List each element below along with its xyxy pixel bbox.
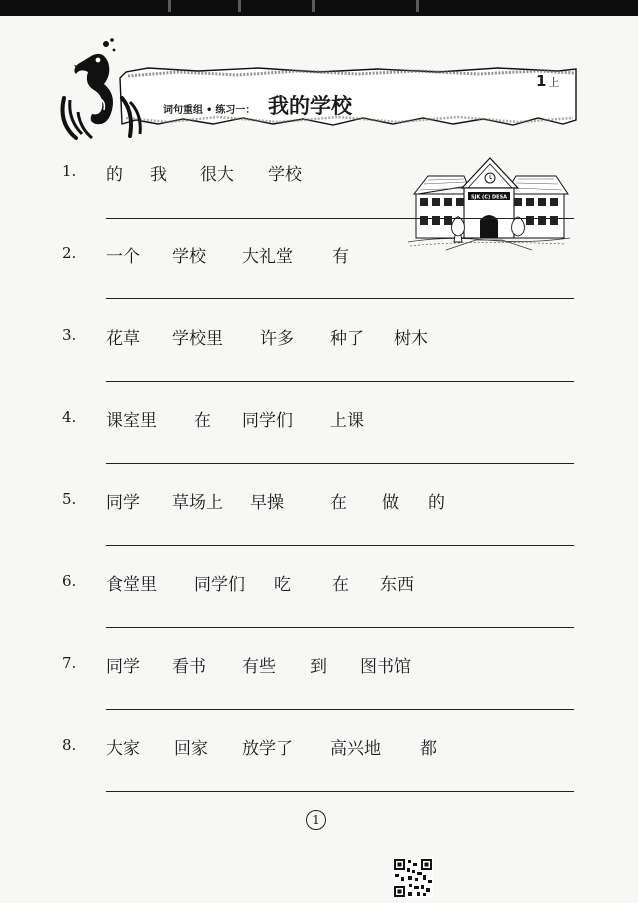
word-tile: 同学 bbox=[106, 657, 140, 677]
seahorse-icon bbox=[58, 38, 148, 148]
question-number: 1. bbox=[62, 162, 77, 180]
word-tile: 课室里 bbox=[106, 411, 157, 431]
word-tile: 上课 bbox=[330, 411, 364, 431]
binding-mark bbox=[168, 0, 171, 12]
word-tile: 同学 bbox=[106, 493, 140, 513]
subtitle-category: 词句重组 bbox=[163, 105, 203, 116]
word-tile: 早操 bbox=[250, 493, 284, 513]
word-tile: 草场上 bbox=[172, 493, 223, 513]
answer-line[interactable] bbox=[106, 218, 574, 219]
word-tile: 做 bbox=[382, 493, 399, 513]
worksheet-header bbox=[58, 38, 578, 148]
answer-line[interactable] bbox=[106, 463, 574, 464]
word-tile: 学校 bbox=[172, 247, 206, 267]
word-tile: 东西 bbox=[380, 575, 414, 595]
question-row bbox=[62, 736, 582, 816]
page-tag-number: 1 bbox=[536, 72, 547, 90]
word-tile: 图书馆 bbox=[360, 657, 411, 677]
question-row bbox=[62, 408, 582, 488]
answer-line[interactable] bbox=[106, 791, 574, 792]
binding-mark bbox=[312, 0, 315, 12]
answer-line[interactable] bbox=[106, 709, 574, 710]
question-number: 4. bbox=[62, 408, 77, 426]
qr-code-icon bbox=[393, 858, 433, 898]
word-tile: 高兴地 bbox=[330, 739, 381, 759]
word-tile: 大礼堂 bbox=[242, 247, 293, 267]
word-tile: 树木 bbox=[394, 329, 428, 349]
word-tile: 许多 bbox=[260, 329, 294, 349]
question-number: 5. bbox=[62, 490, 77, 508]
question-row bbox=[62, 326, 582, 406]
word-tile: 在 bbox=[330, 493, 347, 513]
question-number: 2. bbox=[62, 244, 77, 262]
page-tag-volume: 上 bbox=[548, 76, 560, 89]
word-tile: 食堂里 bbox=[106, 575, 157, 595]
page-title: 我的学校 bbox=[268, 94, 352, 118]
answer-line[interactable] bbox=[106, 381, 574, 382]
word-tile: 一个 bbox=[106, 247, 140, 267]
word-tile: 同学们 bbox=[242, 411, 293, 431]
question-number: 7. bbox=[62, 654, 77, 672]
question-row bbox=[62, 654, 582, 734]
binding-mark bbox=[416, 0, 419, 12]
word-tile: 看书 bbox=[172, 657, 206, 677]
question-row bbox=[62, 162, 582, 242]
word-tile: 花草 bbox=[106, 329, 140, 349]
word-tile: 有 bbox=[332, 247, 349, 267]
answer-line[interactable] bbox=[106, 298, 574, 299]
school-sign: SJK (C) DESA bbox=[470, 194, 508, 201]
word-tile: 都 bbox=[420, 739, 437, 759]
word-tile: 种了 bbox=[330, 329, 364, 349]
page-tag bbox=[536, 72, 559, 90]
question-row bbox=[62, 490, 582, 570]
word-tile: 在 bbox=[194, 411, 211, 431]
question-number: 6. bbox=[62, 572, 77, 590]
word-tile: 很大 bbox=[200, 165, 234, 185]
answer-line[interactable] bbox=[106, 545, 574, 546]
question-row bbox=[62, 572, 582, 652]
subtitle-separator: • bbox=[206, 105, 213, 116]
word-tile: 在 bbox=[332, 575, 349, 595]
word-tile: 的 bbox=[106, 165, 123, 185]
word-tile: 吃 bbox=[274, 575, 291, 595]
answer-line[interactable] bbox=[106, 627, 574, 628]
word-tile: 大家 bbox=[106, 739, 140, 759]
question-number: 8. bbox=[62, 736, 77, 754]
word-tile: 学校 bbox=[268, 165, 302, 185]
exercise-subtitle bbox=[163, 101, 255, 116]
word-tile: 的 bbox=[428, 493, 445, 513]
word-tile: 同学们 bbox=[194, 575, 245, 595]
word-tile: 有些 bbox=[242, 657, 276, 677]
binding-mark bbox=[238, 0, 241, 12]
word-tile: 回家 bbox=[174, 739, 208, 759]
question-number: 3. bbox=[62, 326, 77, 344]
question-row bbox=[62, 244, 582, 324]
subtitle-exercise: 练习一： bbox=[215, 105, 256, 116]
page-top-edge bbox=[0, 0, 638, 16]
word-tile: 放学了 bbox=[242, 739, 293, 759]
word-tile: 学校里 bbox=[172, 329, 223, 349]
page-number: 1 bbox=[306, 810, 326, 830]
word-tile: 到 bbox=[310, 657, 327, 677]
word-tile: 我 bbox=[150, 165, 167, 185]
